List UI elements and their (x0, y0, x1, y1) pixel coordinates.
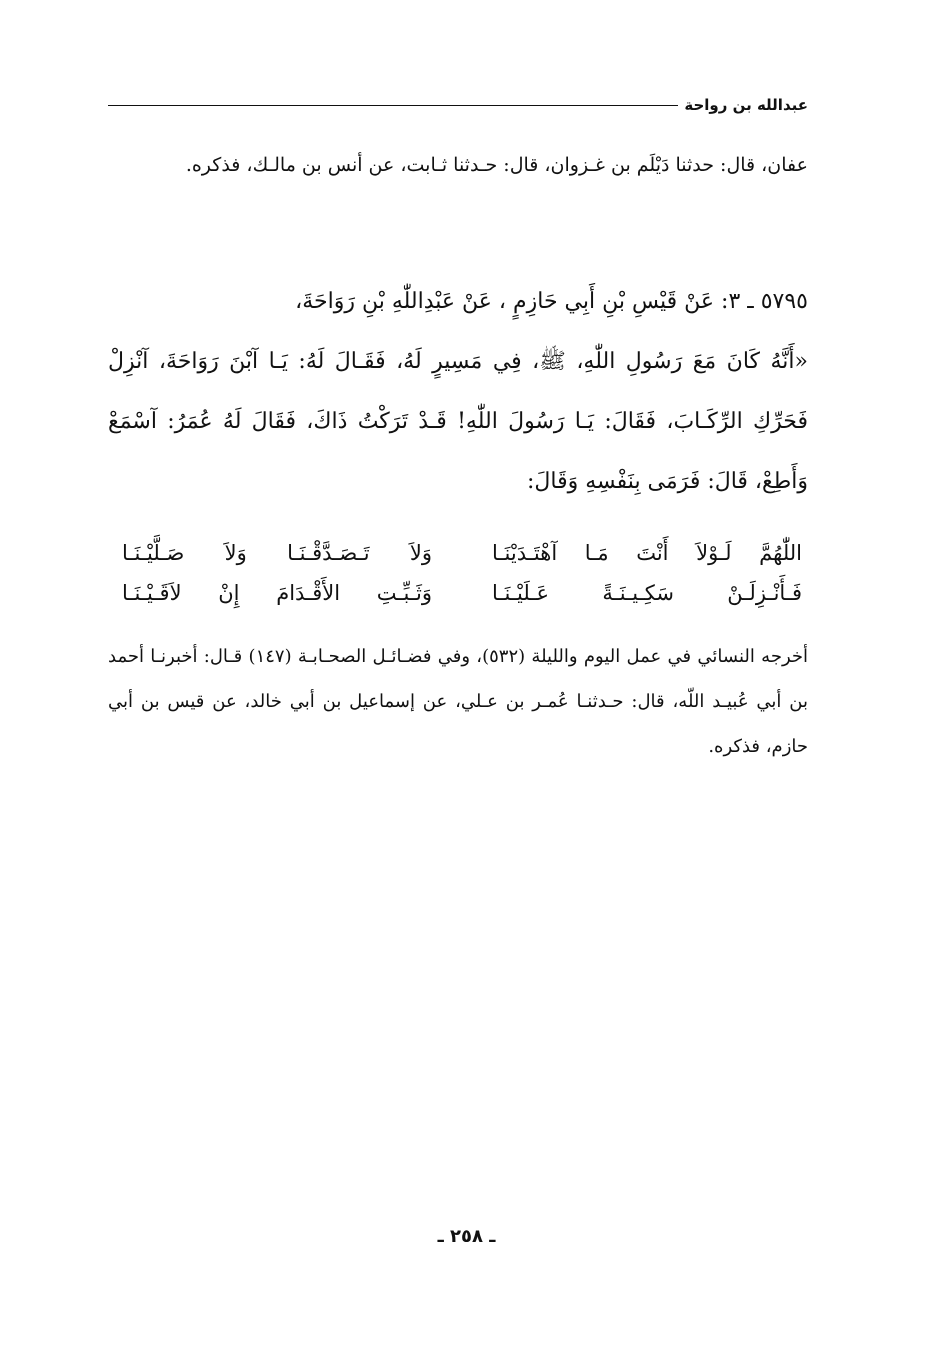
hadith-chain: عَنْ قَيْسِ بْنِ أَبِي حَازِمٍ ، عَنْ عَبْدِاللّٰهِ بْنِ رَوَاحَةَ، (295, 289, 715, 314)
paragraph-intro: عفان، قال: حدثنا دَيْلَم بن غـزوان، قال: حـدثنا ثـابت، عن أنس بن مالـك، فذكره. (185, 154, 808, 176)
poem-hemistich-right: فَـأَنْـزِلَـنْ سَكِـيـنَـةً عَـلَيْـنَـا (492, 581, 802, 605)
poem-hemistich-left: وَثَـبِّـتِ الأَقْـدَامَ إِنْ لاَقَـيْـنَـا (122, 581, 432, 605)
hadith-paragraph (108, 272, 808, 512)
poem-hemistich-left: وَلاَ تَـصَـدَّقْـنَـا وَلاَ صَـلَّيْـنَـا (122, 541, 432, 565)
hadith-text: «أَنَّهُ كَانَ مَعَ رَسُولِ اللّٰهِ، ﷺ، فِي مَسِيرٍ لَهُ، فَقَـالَ لَهُ: يَـا آبْنَ رَوَاحَةَ، آنْزِلْ فَحَرِّكِ الرِّكَـابَ، فَقَالَ: يَـا رَسُولَ اللّٰهِ! قَـدْ تَرَكْتُ ذَاكَ، فَقَالَ لَهُ عُمَرُ: آسْمَعْ وَأَطِعْ، قَالَ: فَرَمَى بِنَفْسِهِ وَقَالَ: (108, 349, 808, 494)
poem-verse (122, 573, 802, 613)
running-header (108, 84, 808, 114)
poem-hemistich-right: اللّٰهُمَّ لَـوْلاَ أَنْتَ مَـا آهْتَـدَيْنَـا (492, 541, 802, 565)
page-number: ـ ٢٥٨ ـ (437, 1226, 496, 1247)
poem (122, 533, 802, 613)
takhrij-paragraph: أخرجه النسائي في عمل اليوم والليلة (٥٣٢)، وفي فضـائـل الصحـابـة (١٤٧) قـال: أخبرنـا أحمد بن أبي عُبيـد اللّه، قال: حـدثنـا عُمـر بن عـلي، عن إسماعيل بن أبي خالد، عن قيس بن أبي حازم، فذكره. (108, 646, 808, 757)
hadith-first-line (108, 272, 808, 332)
running-title: عبدالله بن رواحة (684, 96, 808, 114)
poem-verse (122, 533, 802, 573)
header-rule (108, 105, 678, 106)
hadith-number: ٥٧٩٥ ـ ٣: (721, 289, 808, 314)
